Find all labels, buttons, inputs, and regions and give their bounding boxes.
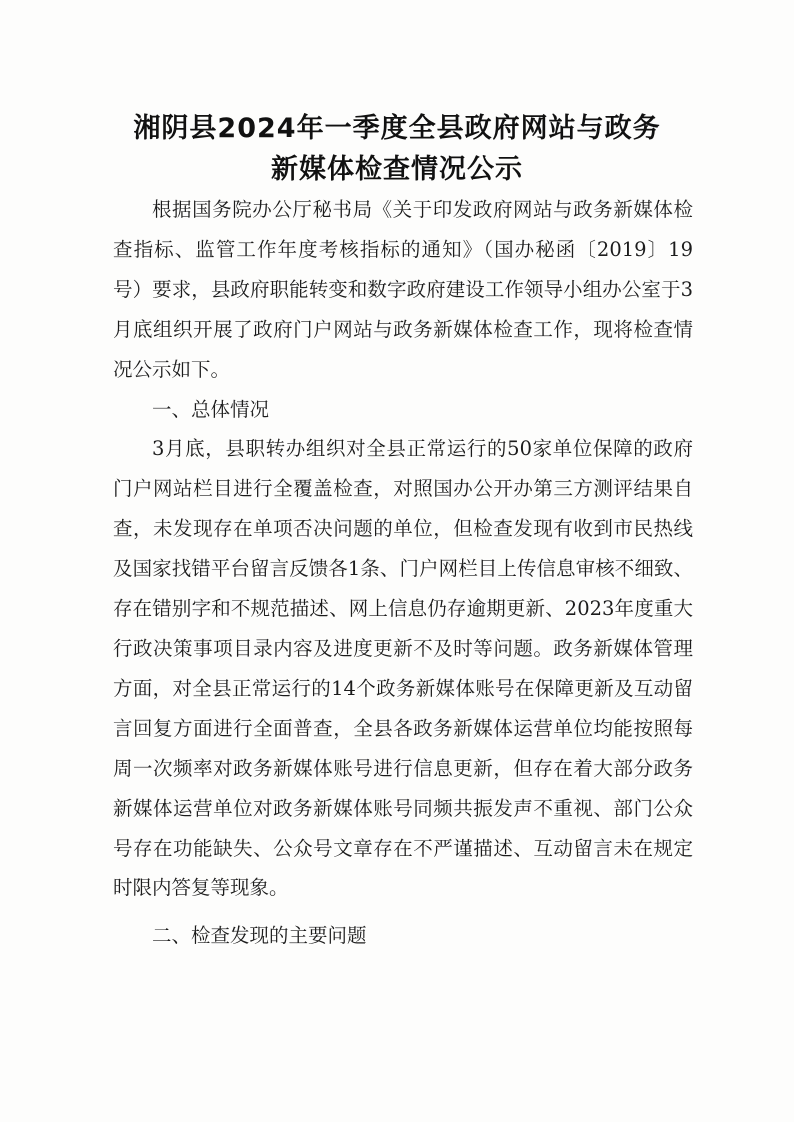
section-heading-overview: 一、总体情况 xyxy=(152,397,270,421)
overview-paragraph: 3月底，县职转办组织对全县正常运行的50家单位保障的政府门户网站栏目进行全覆盖检查，对照国办公开办第三方测评结果自查，未发现存在单项否决问题的单位，但检查发现有收到市民热线及国家找错平台留言反馈各1条、门户网栏目上传信息审核不细致、存在错别字和不规范描述、网上信息仍存逾期更新、2023年度重大行政决策事项目录内容及进度更新不及时等问题。政务新媒体管理方面，对全县正常运行的14个政务新媒体账号在保障更新及互动留言回复方面进行全面普查，全县各政务新媒体运营单位均能按照每周一次频率对政务新媒体账号进行信息更新，但存在着大部分政务新媒体运营单位对政务新媒体账号同频共振发声不重视、部门公众号存在功能缺失、公众号文章存在不严谨描述、互动留言未在规定时限内答复等现象。 xyxy=(113,437,693,900)
document-body xyxy=(113,190,693,956)
document-title-line-1: 湘阴县2024年一季度全县政府网站与政务 xyxy=(133,113,661,144)
document-title-line-2: 新媒体检查情况公示 xyxy=(271,154,523,185)
section-heading-main-problems: 二、检查发现的主要问题 xyxy=(152,924,367,948)
paragraph-gap xyxy=(113,908,693,916)
intro-paragraph: 根据国务院办公厅秘书局《关于印发政府网站与政务新媒体检查指标、监管工作年度考核指标的通知》（国办秘函〔2019〕19号）要求，县政府职能转变和数字政府建设工作领导小组办公室于3月底组织开展了政府门户网站与政务新媒体检查工作，现将检查情况公示如下。 xyxy=(113,198,693,381)
